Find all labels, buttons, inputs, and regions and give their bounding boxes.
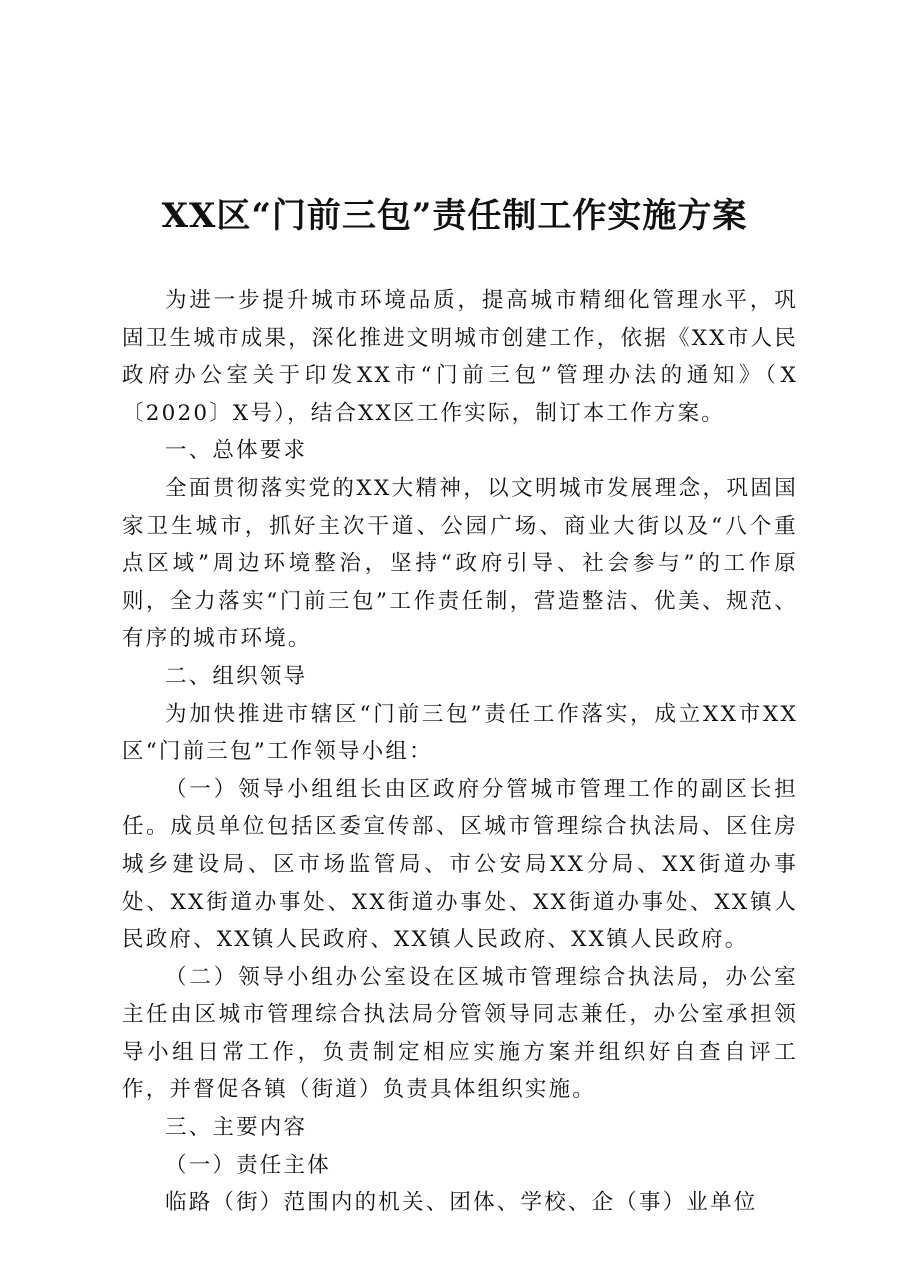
intro-paragraph: 为进一步提升城市环境品质，提高城市精细化管理水平，巩固卫生城市成果，深化推进文明城市创建工作，依据《XX市人民政府办公室关于印发XX市“门前三包”管理办法的通知》（X〔2020〕X号），结合XX区工作实际，制订本工作方案。 (122, 288, 798, 426)
section-heading-main-content: 三、主要内容 (165, 1115, 308, 1141)
responsible-subject-paragraph: 临路（街）范围内的机关、团体、学校、企（事）业单位 (165, 1190, 758, 1216)
section-heading-organization: 二、组织领导 (165, 663, 308, 689)
organization-item-1: （一）领导小组组长由区政府分管城市管理工作的副区长担任。成员单位包括区委宣传部、区城市管理综合执法局、区住房城乡建设局、区市场监管局、市公安局XX分局、XX街道办事处、XX街道办事处、XX街道办事处、XX街道办事处、XX镇人民政府、XX镇人民政府、XX镇人民政府、XX镇人民政府。 (122, 776, 798, 953)
organization-item-2: （二）领导小组办公室设在区城市管理综合执法局，办公室主任由区城市管理综合执法局分管领导同志兼任，办公室承担领导小组日常工作，负责制定相应实施方案并组织好自查自评工作，并督促各镇（街道）负责具体组织实施。 (122, 964, 798, 1103)
organization-paragraph: 为加快推进市辖区“门前三包”责任工作落实，成立XX市XX区“门前三包”工作领导小组： (122, 701, 798, 765)
document-body (122, 282, 798, 1222)
document-title: XX区“门前三包”责任制工作实施方案 (161, 196, 748, 236)
general-requirements-paragraph: 全面贯彻落实党的XX大精神，以文明城市发展理念，巩固国家卫生城市，抓好主次干道、公园广场、商业大街以及“八个重点区域”周边环境整治，坚持“政府引导、社会参与”的工作原则，全力落实“门前三包”工作责任制，营造整洁、优美、规范、有序的城市环境。 (122, 475, 798, 652)
section-heading-general-requirements: 一、总体要求 (165, 438, 308, 464)
subsection-heading-responsible-subject: （一）责任主体 (165, 1152, 331, 1178)
